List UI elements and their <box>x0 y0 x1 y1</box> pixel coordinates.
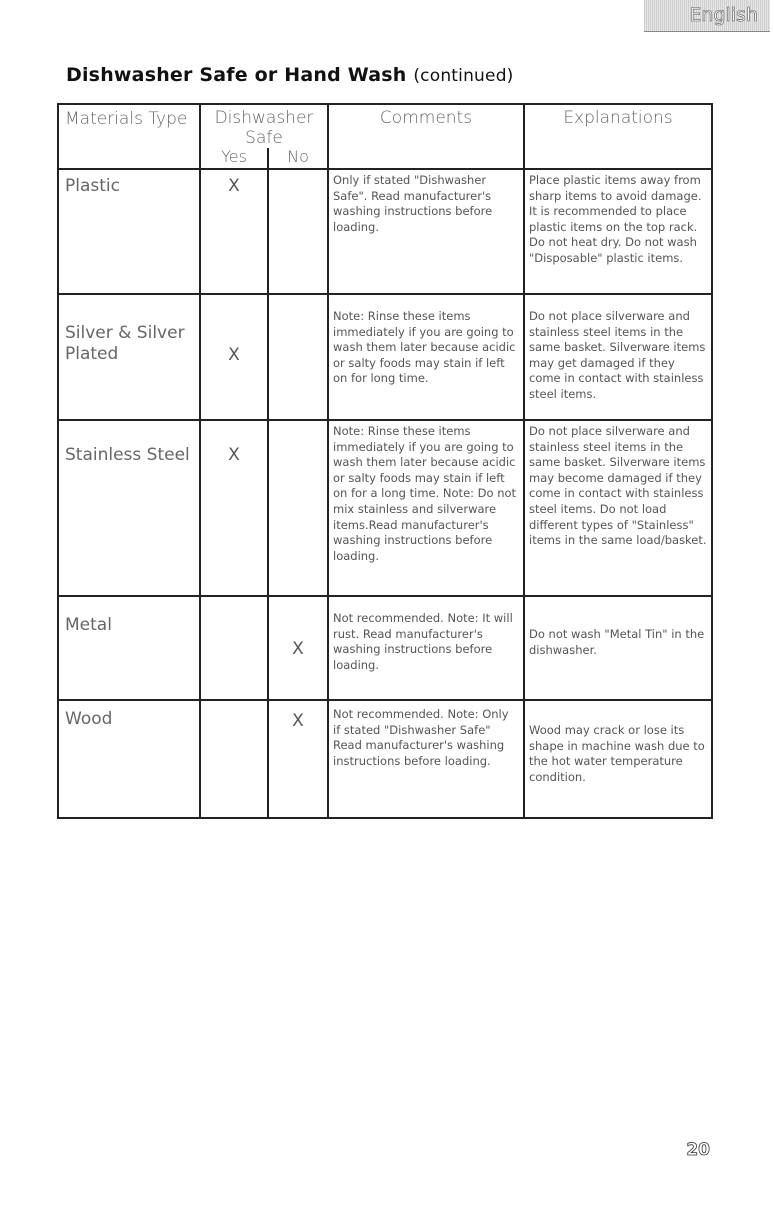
yes-mark: X <box>200 169 268 294</box>
yes-mark: X <box>200 294 268 420</box>
yes-mark <box>200 596 268 700</box>
comments-cell: Not recommended. Note: It will rust. Read manufacturer's washing instructions before loading. <box>328 596 524 700</box>
comments-cell: Not recommended. Note: Only if stated "Dishwasher Safe" Read manufacturer's washing instructions before loading. <box>328 700 524 818</box>
material-name: Stainless Steel <box>58 420 200 596</box>
header-dishwasher-safe: Dishwasher Safe <box>200 104 328 148</box>
table-row <box>58 420 712 596</box>
explanations-cell: Do not place silverware and stainless steel items in the same basket. Silverware items may get damaged if they come in contact with stainless steel items. <box>524 294 712 420</box>
no-mark <box>268 294 328 420</box>
language-label: English <box>689 4 758 26</box>
page-title <box>66 64 514 86</box>
no-mark: X <box>268 700 328 818</box>
no-mark <box>268 420 328 596</box>
page-number: 20 <box>686 1140 710 1160</box>
language-tab <box>644 0 770 32</box>
material-name: Silver & Silver Plated <box>58 294 200 420</box>
table-header-row <box>58 104 712 148</box>
yes-mark: X <box>200 420 268 596</box>
explanations-cell: Do not place silverware and stainless steel items in the same basket. Silverware items may become damaged if they come in contact with stainless steel items. Do not load different types of "Stainless" items in the same load/basket. <box>524 420 712 596</box>
page-title-suffix: (continued) <box>413 66 514 86</box>
header-comments: Comments <box>328 104 524 169</box>
material-name: Wood <box>58 700 200 818</box>
table-row <box>58 700 712 818</box>
comments-cell: Note: Rinse these items immediately if you are going to wash them later because acidic or salty foods may stain if left on for long time. <box>328 294 524 420</box>
yes-mark <box>200 700 268 818</box>
header-no: No <box>268 148 328 169</box>
dishwasher-safety-table <box>57 103 713 819</box>
comments-cell: Only if stated "Dishwasher Safe". Read manufacturer's washing instructions before loading. <box>328 169 524 294</box>
material-name: Plastic <box>58 169 200 294</box>
header-yes: Yes <box>200 148 268 169</box>
table-row <box>58 169 712 294</box>
comments-cell: Note: Rinse these items immediately if you are going to wash them later because acidic or salty foods may stain if left on for a long time. Note: Do not mix stainless and silverware items.Read manufacturer's washing instructions before loading. <box>328 420 524 596</box>
header-materials-type: Materials Type <box>58 104 200 169</box>
header-explanations: Explanations <box>524 104 712 169</box>
explanations-cell: Do not wash "Metal Tin" in the dishwasher. <box>524 596 712 700</box>
table-row <box>58 294 712 420</box>
material-name: Metal <box>58 596 200 700</box>
no-mark: X <box>268 596 328 700</box>
table-row <box>58 596 712 700</box>
no-mark <box>268 169 328 294</box>
explanations-cell: Place plastic items away from sharp items to avoid damage. It is recommended to place plastic items on the top rack. Do not heat dry. Do not wash "Disposable" plastic items. <box>524 169 712 294</box>
page-title-main: Dishwasher Safe or Hand Wash <box>66 64 407 86</box>
explanations-cell: Wood may crack or lose its shape in machine wash due to the hot water temperature condition. <box>524 700 712 818</box>
